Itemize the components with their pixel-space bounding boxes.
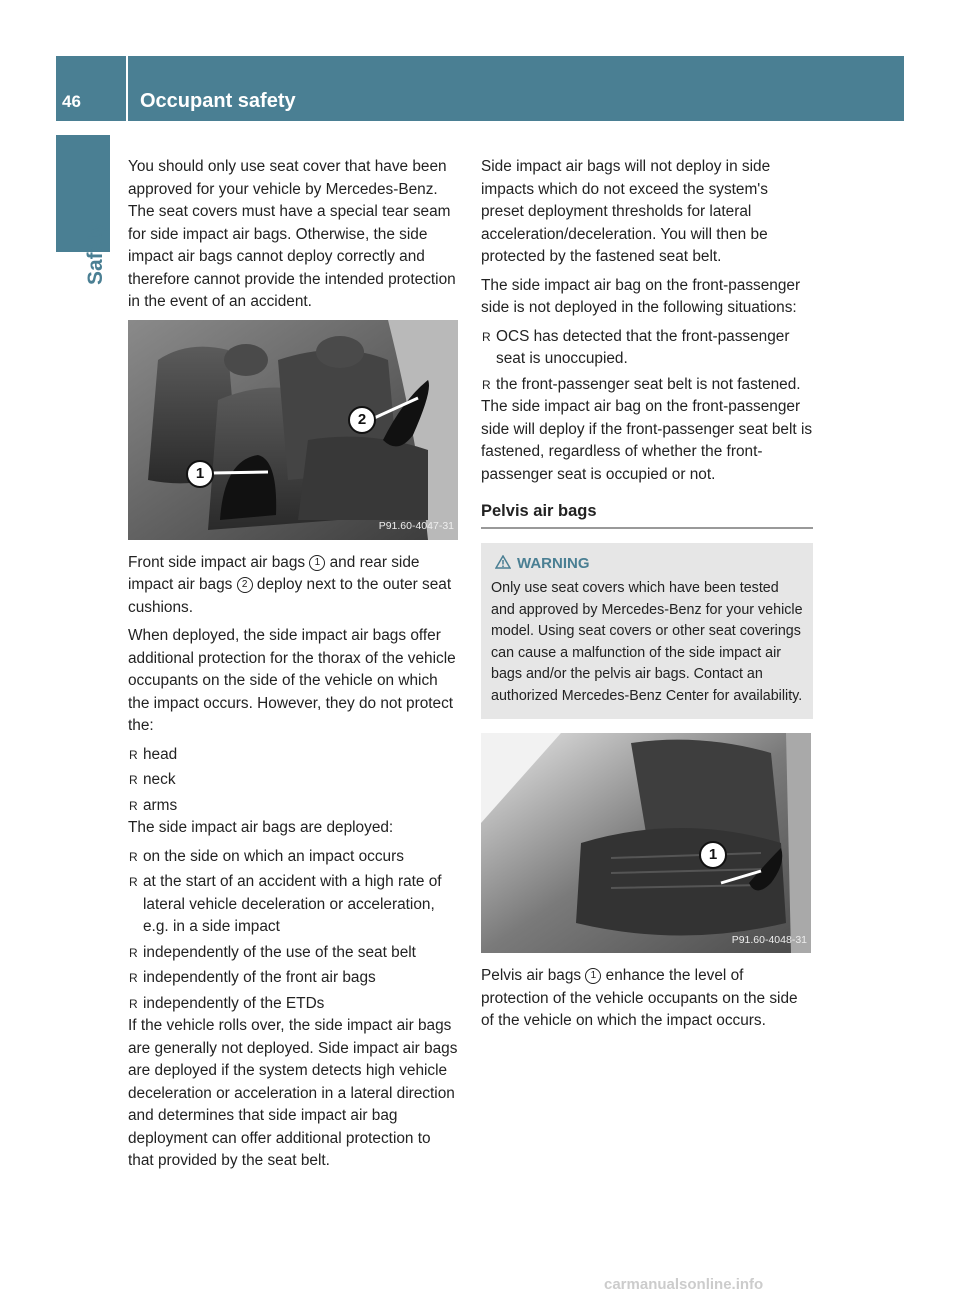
pelvis-figure bbox=[481, 733, 811, 953]
intro-paragraph: You should only use seat cover that have been approved for your vehicle by Mercedes-Benz. The seat covers must have a special tear seam for side impact air bags. Otherwise, the side impact air bags cannot deploy correctly and therefore cannot provide the intended protection in the event of an accident. bbox=[128, 158, 456, 310]
list-item: R at the start of an accident with a high rate of lateral vehicle deceleration or acceleration, e.g. in a side impact bbox=[129, 873, 442, 935]
warning-box bbox=[481, 543, 813, 720]
bullet-icon: R bbox=[129, 747, 138, 762]
list-item: R on the side on which an impact occurs bbox=[128, 846, 460, 869]
caption2-text-a: Pelvis air bags bbox=[481, 967, 586, 984]
bullet-icon: R bbox=[129, 945, 138, 960]
list-item: R arms bbox=[128, 795, 460, 818]
list-item: R independently of the front air bags bbox=[128, 967, 460, 990]
pelvis-seat-illustration bbox=[481, 733, 811, 953]
bullet-icon: R bbox=[482, 377, 491, 392]
list-item: R head bbox=[128, 744, 460, 767]
side-tab-label: Safety bbox=[84, 221, 107, 285]
bullet-icon: R bbox=[129, 875, 138, 889]
caption2-callout-1: 1 bbox=[585, 968, 601, 984]
bullet-icon: R bbox=[129, 849, 138, 864]
rollover-paragraph: If the vehicle rolls over, the side impact air bags are generally not deployed. Side impact air bags are deployed if the system detects high vehicle deceleration or acceleration in a lateral direction and determines that side impact air bag deployment can offer additional protection to that provided by the seat belt. bbox=[128, 1017, 458, 1169]
warning-icon bbox=[495, 555, 511, 569]
not-deployed-intro: The side impact air bag on the front-passenger side is not deployed in the following situations: bbox=[481, 276, 801, 316]
bullet-icon: R bbox=[129, 971, 138, 985]
figure1-callout-1: 1 bbox=[186, 460, 214, 488]
figure1-caption bbox=[128, 552, 460, 620]
page-title: Occupant safety bbox=[140, 90, 296, 112]
not-protected-list bbox=[128, 744, 460, 818]
bullet-icon: R bbox=[129, 996, 138, 1011]
warning-heading bbox=[491, 553, 803, 575]
header-divider bbox=[126, 56, 128, 121]
seats-figure bbox=[128, 320, 458, 540]
list-item: R independently of the use of the seat belt bbox=[128, 942, 460, 965]
right-column bbox=[481, 156, 813, 1033]
deployed-intro: The side impact air bags are deployed: bbox=[128, 819, 394, 836]
bullet-icon: R bbox=[482, 329, 491, 344]
footer-watermark: carmanualsonline.info bbox=[604, 1276, 764, 1293]
deployed-list bbox=[128, 846, 460, 1016]
list-item: R independently of the ETDs bbox=[128, 993, 460, 1016]
caption1-callout-1: 1 bbox=[309, 555, 325, 571]
list-item: R the front-passenger seat belt is not fastened. bbox=[481, 374, 813, 397]
page-number-box bbox=[56, 56, 126, 121]
list-item: R neck bbox=[128, 769, 460, 792]
bullet-icon: R bbox=[129, 773, 138, 787]
caption1-text-a: Front side impact air bags bbox=[128, 553, 310, 571]
threshold-paragraph: Side impact air bags will not deploy in side impacts which do not exceed the system's preset deployment thresholds for lateral acceleration/deceleration. You will then be protected by the fastened seat belt. bbox=[481, 158, 771, 265]
figure2-caption bbox=[481, 965, 813, 1033]
figure2-callout-1: 1 bbox=[699, 841, 727, 869]
seats-illustration bbox=[128, 320, 458, 540]
not-deployed-list bbox=[481, 326, 813, 397]
figure1-callout-2: 2 bbox=[348, 406, 376, 434]
left-column bbox=[128, 156, 460, 1173]
warning-heading-text: WARNING bbox=[517, 554, 590, 572]
will-deploy-paragraph: The side impact air bag on the front-passenger side will deploy if the front-passenger seat belt is fastened, regardless of whether the front-passenger seat is occupied or not. bbox=[481, 398, 813, 483]
list-item: R OCS has detected that the front-passenger seat is unoccupied. bbox=[482, 327, 790, 367]
caption1-text-b: and rear side impact air bags bbox=[128, 553, 420, 593]
figure1-code: P91.60-4047-31 bbox=[378, 520, 454, 532]
figure2-code: P91.60-4048-31 bbox=[731, 933, 807, 946]
section-heading-pelvis: Pelvis air bags bbox=[481, 500, 813, 529]
warning-text: Only use seat covers which have been tested and approved by Mercedes-Benz for your vehicle model. Using seat covers or other seat coverings can cause a malfunction of the side impact air bags and/or the pelvis air bags. Contact an authorized Mercedes-Benz Center for availability. bbox=[491, 580, 803, 704]
bullet-icon: R bbox=[129, 798, 138, 813]
page-number: 46 bbox=[62, 92, 81, 111]
caption2-text-b: enhance the level of protection of the vehicle occupants on the side of the vehicle on which the impact occurs. bbox=[481, 967, 798, 1029]
caption1-text-c: deploy next to the outer seat cushions. bbox=[128, 576, 452, 616]
deployed-offer-paragraph: When deployed, the side impact air bags offer additional protection for the thorax of the vehicle occupants on the side of the vehicle on which the impact occurs. However, they do not protect the: bbox=[128, 627, 456, 734]
caption1-callout-2: 2 bbox=[237, 577, 253, 593]
